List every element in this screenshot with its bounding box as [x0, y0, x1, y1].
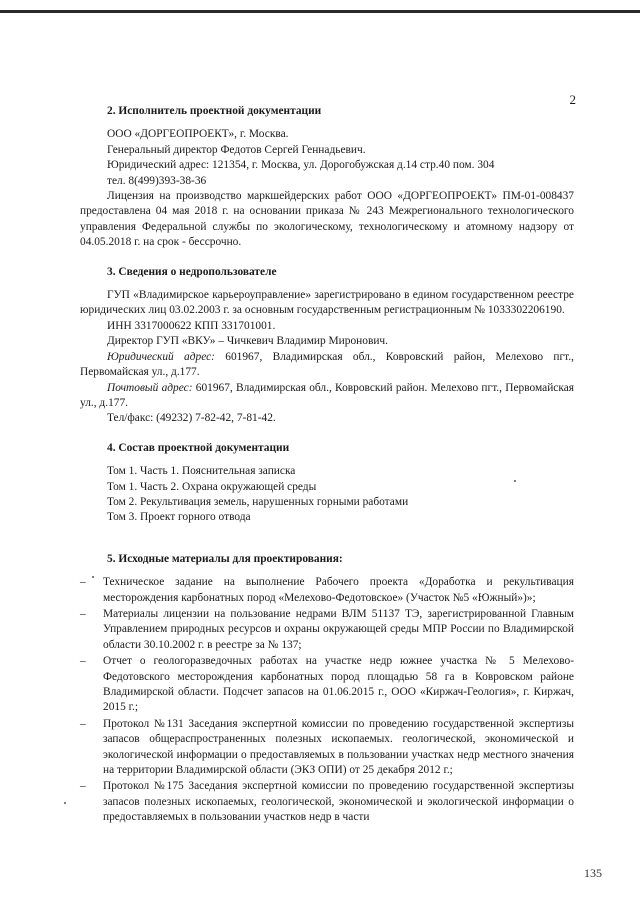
section-heading: 3. Сведения о недропользователе — [107, 265, 277, 278]
postal-address-paragraph — [80, 381, 574, 412]
volume-item: Том 1. Часть 2. Охрана окружающей среды — [107, 480, 317, 493]
scan-speck — [92, 576, 94, 578]
legal-address: Юридический адрес: 121354, г. Москва, ул. Дорогобужская д.14 стр.40 пом. 304 — [107, 159, 495, 172]
list-item: – Материалы лицензии на пользование недрами ВЛМ 51137 ТЭ, зарегистрированной Главным Управлением природных ресурсов и охраны окружающей среды МПР России по Владимирской области 30.10.2002 г. в реестре за № 137; — [80, 607, 574, 653]
section-contractor — [80, 104, 574, 251]
volume-item: Том 2. Рекультивация земель, нарушенных горными работами — [107, 495, 409, 508]
footer-page-number: 135 — [584, 866, 602, 880]
list-item: – Протокол №175 Заседания экспертной комиссии по проведению государственной экспертизы запасов полезных ископаемых, геологической, экономической и экологической информации о предоставляемых в пользовании участков недр в части — [80, 779, 574, 825]
source-materials-list — [80, 575, 574, 826]
general-director: Генеральный директор Федотов Сергей Геннадьевич. — [107, 143, 366, 156]
section-subsoil-user — [80, 265, 574, 427]
company-name: ООО «ДОРГЕОПРОЕКТ», г. Москва. — [107, 128, 289, 141]
license-paragraph: Лицензия на производство маркшейдерских работ ООО «ДОРГЕОПРОЕКТ» ПМ-01-008437 предоставлена 04 мая 2018 г. на основании приказа № 243 Межрегионального технологического управления Федеральной службы по экологическому, технологическому и атомному надзору от 04.05.2018 г. на срок - бессрочно. — [80, 190, 574, 249]
phone-line: тел. 8(499)393-38-36 — [107, 174, 207, 187]
section-composition — [80, 441, 574, 526]
section-heading: 2. Исполнитель проектной документации — [107, 105, 322, 117]
director-line: Директор ГУП «ВКУ» – Чичкевич Владимир Миронович. — [107, 335, 388, 348]
scan-speck — [64, 802, 66, 804]
document-body — [80, 104, 574, 827]
postal-address-label: Почтовый адрес: — [107, 381, 193, 394]
scan-speck — [514, 480, 516, 482]
phone-fax: Тел/факс: (49232) 7-82-42, 7-81-42. — [107, 412, 276, 425]
page-number: 2 — [569, 92, 576, 107]
section-heading: 5. Исходные материалы для проектирования: — [107, 552, 343, 565]
list-item: – Техническое задание на выполнение Рабочего проекта «Доработка и рекультивация месторождения карбонатных пород «Мелехово-Федотовское» (Участок №5 «Южный»)»; — [80, 575, 574, 606]
list-item: – Отчет о геологоразведочных работах на участке недр южнее участка № 5 Мелехово-Федотовского месторождения карбонатных пород площадью 58 га в Ковровском районе Владимирской области. Подсчет запасов на 01.06.2015 г., ООО «Киржач-Геология», г. Киржач, 2015 г.; — [80, 654, 574, 716]
legal-address-paragraph — [80, 350, 574, 381]
inn-kpp: ИНН 3317000622 КПП 331701001. — [107, 319, 276, 332]
registration-paragraph: ГУП «Владимирское карьероуправление» зарегистрировано в едином государственном реестре юридических лиц 03.02.2003 г. за основным государственным регистрационным № 1033302206190. — [80, 289, 574, 317]
volume-item: Том 1. Часть 1. Пояснительная записка — [107, 465, 296, 478]
legal-address-label: Юридический адрес: — [107, 350, 215, 363]
list-item: – Протокол №131 Заседания экспертной комиссии по проведению государственной экспертизы запасов общераспространенных полезных ископаемых. геологической, экономической и экологической информации о предоставляемых в пользовании участках недр местного значения на территории Владимирской области (ЭКЗ ОПИ) от 25 декабря 2012 г.; — [80, 717, 574, 779]
legal-address-value: 601967, Владимирская обл., Ковровский район, Мелехово пгт., Первомайская ул., д.177. — [80, 350, 574, 379]
section-source-materials — [80, 552, 574, 826]
section-heading: 4. Состав проектной документации — [107, 441, 290, 454]
postal-address-value: 601967, Владимирская обл., Ковровский район. Мелехово пгт., Первомайская ул., д.177. — [80, 381, 575, 409]
volume-item: Том 3. Проект горного отвода — [107, 511, 251, 524]
top-rule — [0, 10, 640, 13]
